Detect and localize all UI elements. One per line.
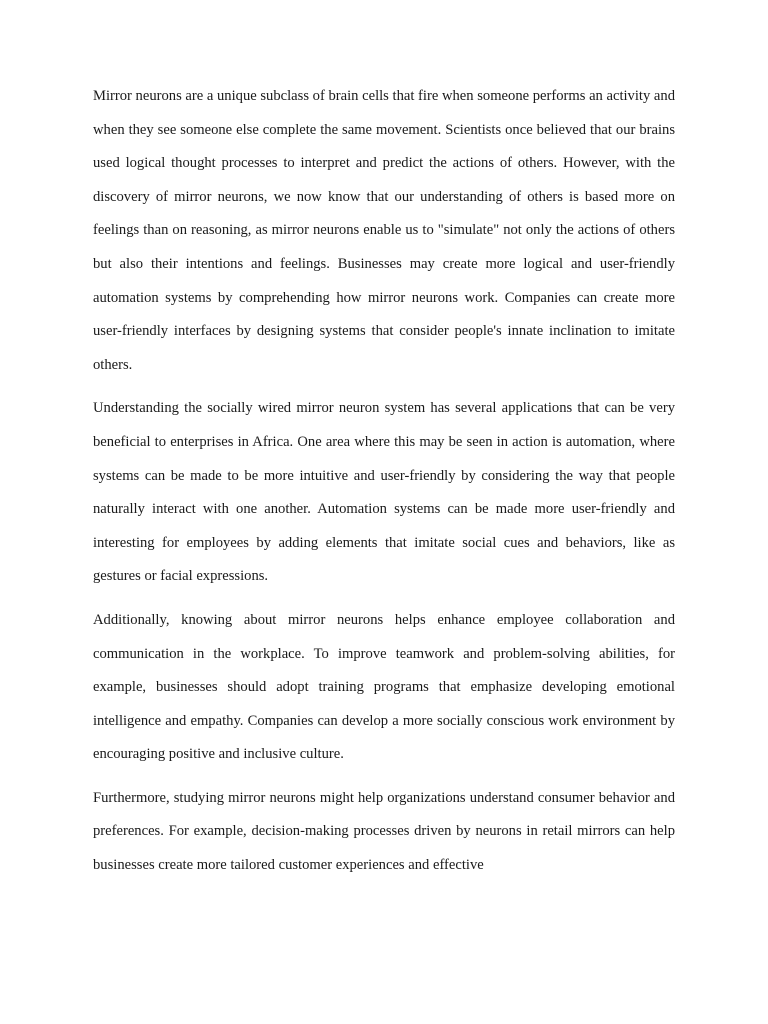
document-page	[93, 80, 675, 893]
paragraph-mirror-neurons-intro: Mirror neurons are a unique subclass of brain cells that fire when someone performs an activity and when they see someone else complete the same movement. Scientists once believed that our brains used logical thought processes to interpret and predict the actions of others. However, with the discovery of mirror neurons, we now know that our understanding of others is based more on feelings than on reasoning, as mirror neurons enable us to "simulate" not only the actions of others but also their intentions and feelings. Businesses may create more logical and user-friendly automation systems by comprehending how mirror neurons work. Companies can create more user-friendly interfaces by designing systems that consider people's innate inclination to imitate others.	[93, 88, 675, 373]
paragraph-consumer-behavior: Furthermore, studying mirror neurons might help organizations understand consumer behavior and preferences. For example, decision-making processes driven by neurons in retail mirrors can help businesses create more tailored customer experiences and effective	[93, 789, 675, 874]
paragraph-workplace-collaboration: Additionally, knowing about mirror neurons helps enhance employee collaboration and communication in the workplace. To improve teamwork and problem-solving abilities, for example, businesses should adopt training programs that emphasize developing emotional intelligence and empathy. Companies can develop a more socially conscious work environment by encouraging positive and inclusive culture.	[93, 611, 675, 763]
paragraph-africa-applications: Understanding the socially wired mirror neuron system has several applications that can be very beneficial to enterprises in Africa. One area where this may be seen in action is automation, where systems can be made to be more intuitive and user-friendly by considering the way that people naturally interact with one another. Automation systems can be made more user-friendly and interesting for employees by adding elements that imitate social cues and behaviors, like as gestures or facial expressions.	[93, 400, 675, 585]
